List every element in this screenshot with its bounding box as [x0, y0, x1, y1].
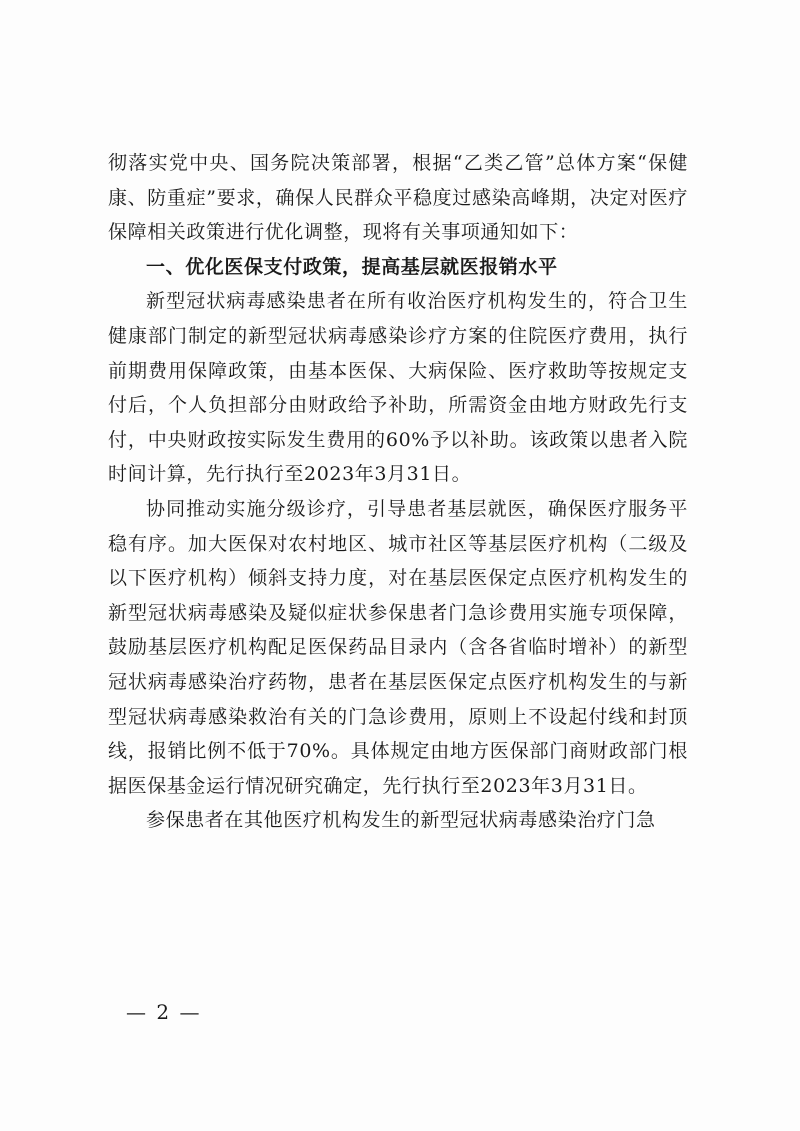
- paragraph-primary-care: 协同推动实施分级诊疗，引导患者基层就医，确保医疗服务平稳有序。加大医保对农村地区、城市社区等基层医疗机构（二级及以下医疗机构）倾斜支持力度，对在基层医保定点医疗机构发生的新型冠状病毒感染及疑似症状参保患者门急诊费用实施专项保障，鼓励基层医疗机构配足医保药品目录内（含各省临时增补）的新型冠状病毒感染治疗药物，患者在基层医保定点医疗机构发生的与新型冠状病毒感染救治有关的门急诊费用，原则上不设起付线和封顶线，报销比例不低于70%。具体规定由地方医保部门商财政部门根据医保基金运行情况研究确定，先行执行至2023年3月31日。: [108, 497, 688, 797]
- paragraph-other-institutions: 参保患者在其他医疗机构发生的新型冠状病毒感染治疗门急: [146, 809, 656, 832]
- section-heading-1: 一、优化医保支付政策，提高基层就医报销水平: [146, 255, 558, 278]
- document-body: [108, 146, 688, 838]
- paragraph-inpatient-costs: 新型冠状病毒感染患者在所有收治医疗机构发生的，符合卫生健康部门制定的新型冠状病毒感染诊疗方案的住院医疗费用，执行前期费用保障政策，由基本医保、大病保险、医疗救助等按规定支付后，个人负担部分由财政给予补助，所需资金由地方财政先行支付，中央财政按实际发生费用的60%予以补助。该政策以患者入院时间计算，先行执行至2023年3月31日。: [108, 290, 688, 486]
- page-number: — 2 —: [126, 1000, 202, 1024]
- paragraph-intro-continuation: 彻落实党中央、国务院决策部署，根据“乙类乙管”总体方案“保健康、防重症”要求，确保人民群众平稳度过感染高峰期，决定对医疗保障相关政策进行优化调整，现将有关事项通知如下：: [108, 152, 688, 244]
